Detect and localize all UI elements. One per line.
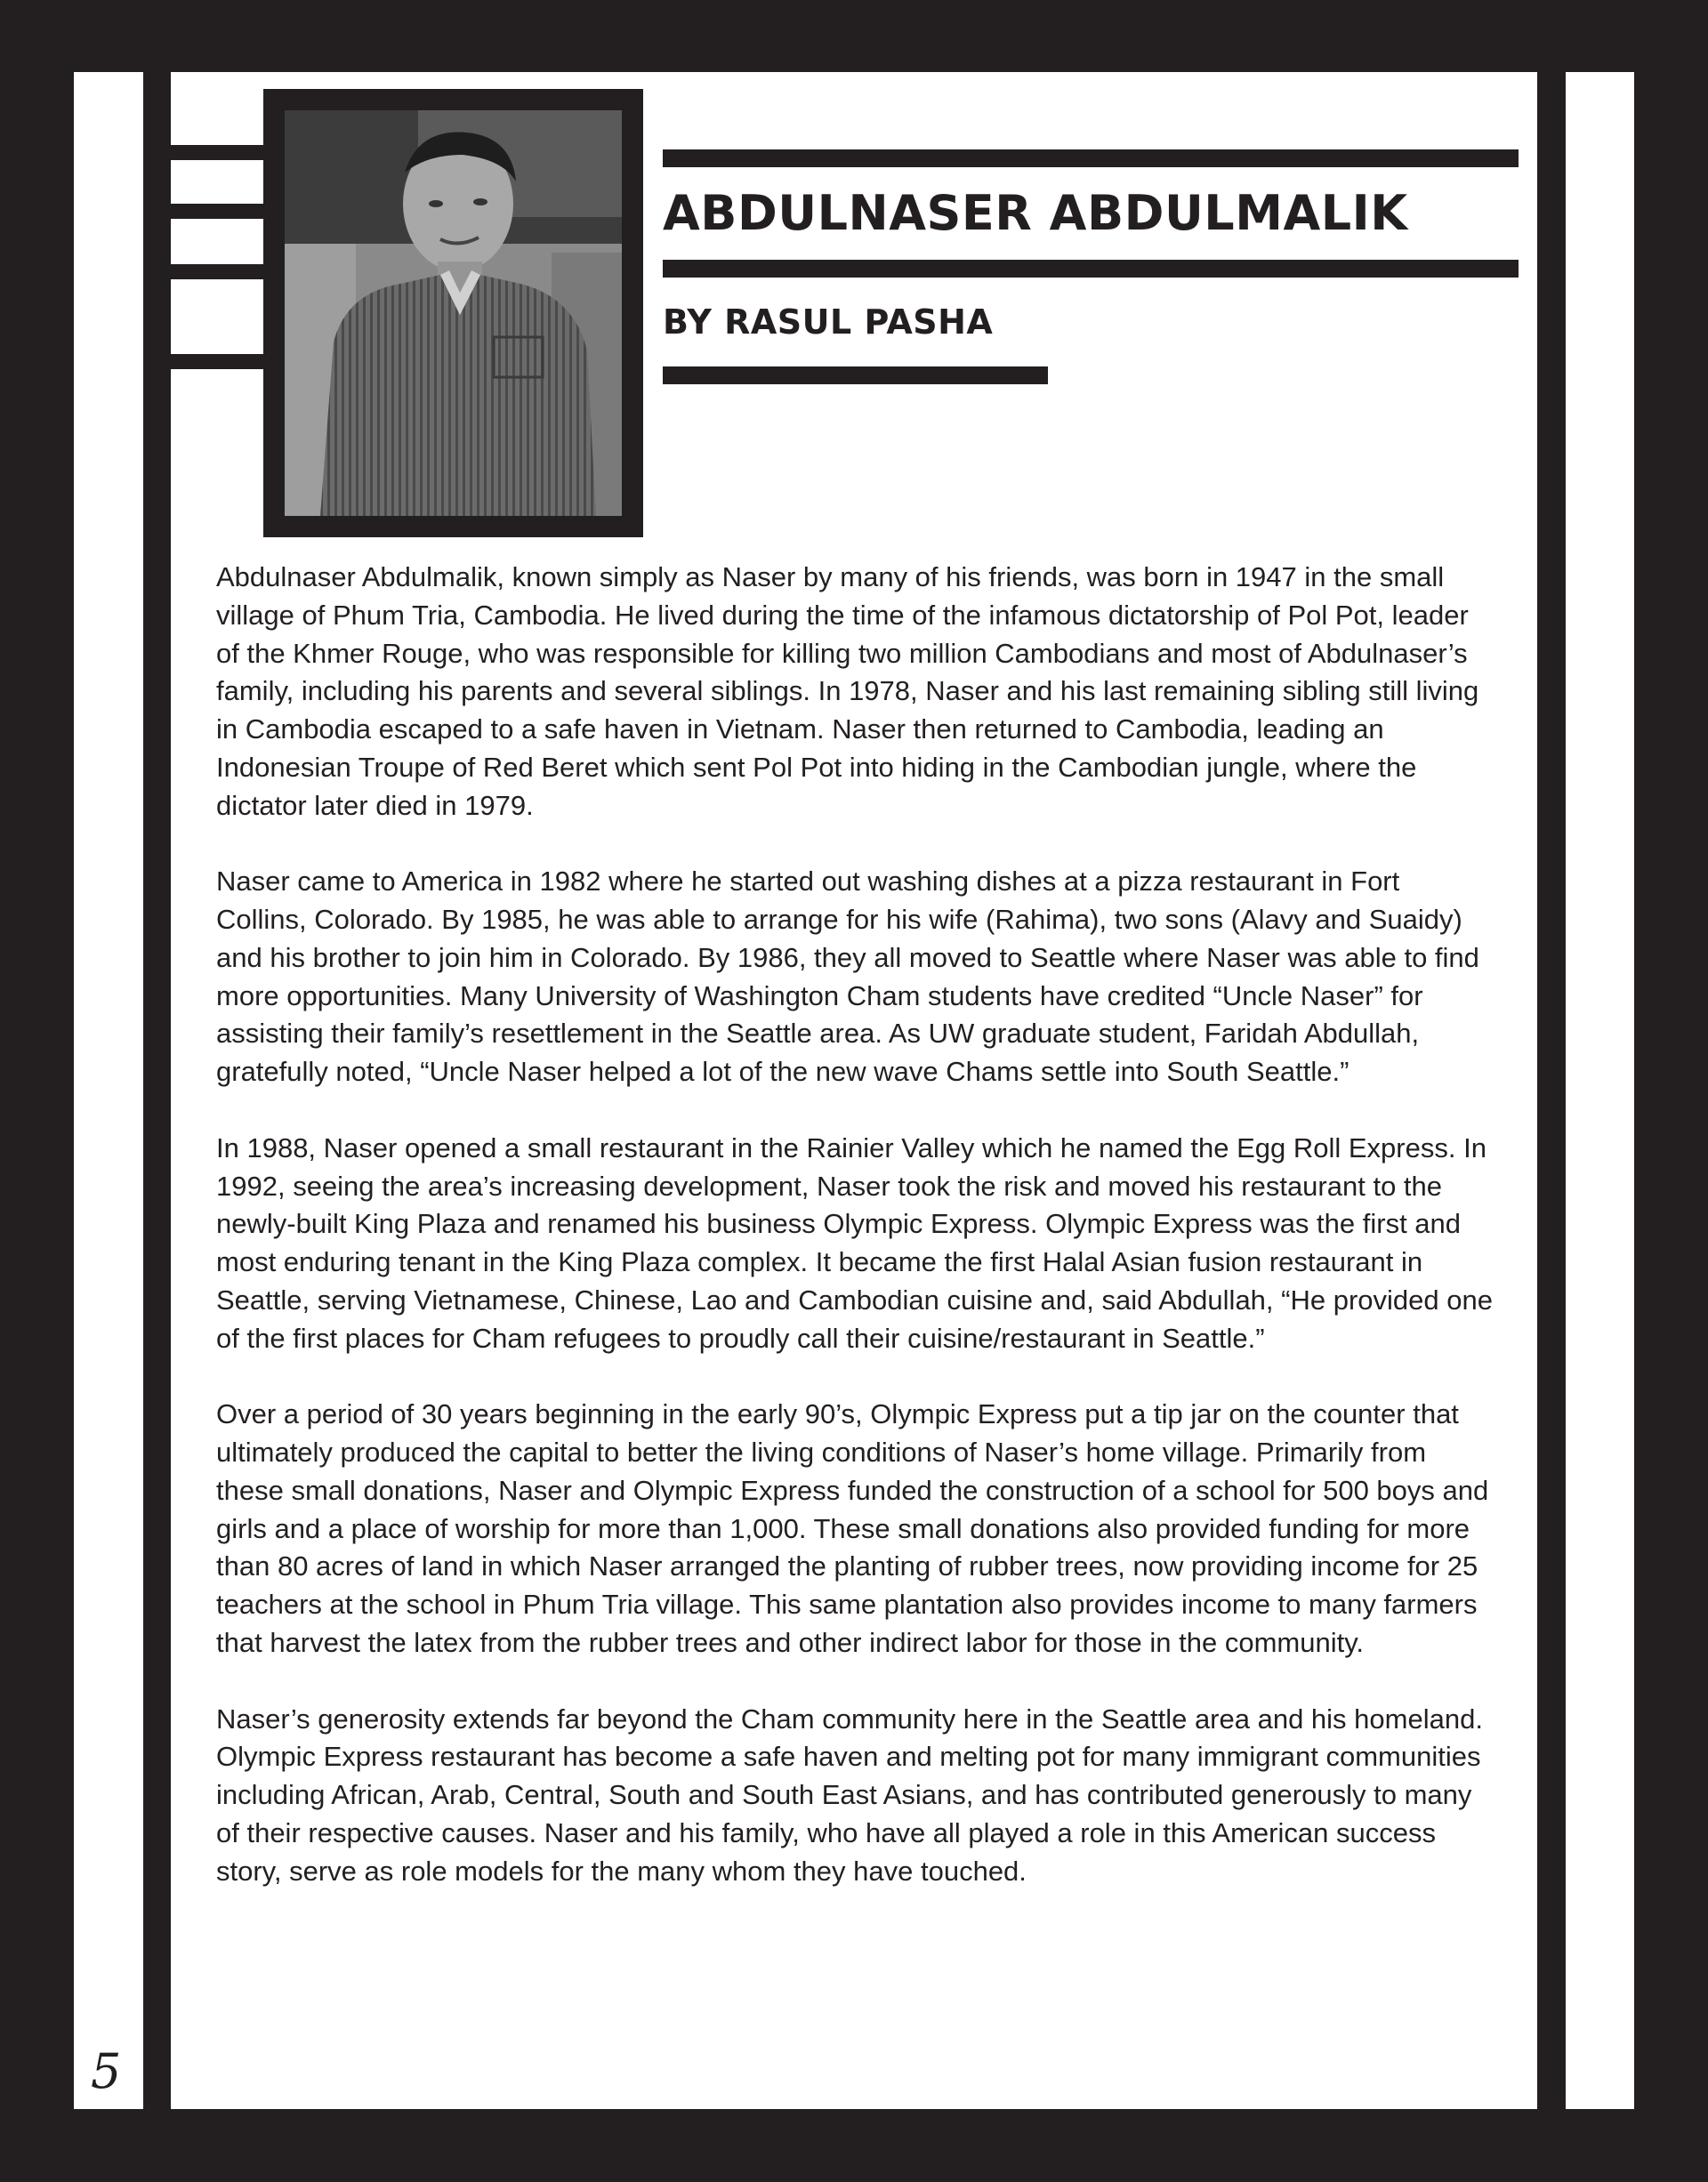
title-rule <box>663 260 1519 278</box>
body-paragraph: Abdulnaser Abdulmalik, known simply as Naser by many of his friends, was born in 1947 in the small village of Phum Tria, Cambodia. He lived during the time of the infamous dictatorship of Pol Pot, leader of the Khmer Rouge, who was responsible for killing two million Cambodians and most of Abdulnaser’s family, including his parents and several siblings. In 1978, Naser and his last remaining sibling still living in Cambodia escaped to a safe haven in Vietnam. Naser then returned to Cambodia, leading an Indonesian Troupe of Red Beret which sent Pol Pot into hiding in the Cambodian jungle, where the dictator later died in 1979. <box>216 561 1479 821</box>
article-byline: BY RASUL PASHA <box>663 302 994 342</box>
body-paragraph: Over a period of 30 years beginning in the early 90’s, Olympic Express put a tip jar on the counter that ultimately produced the capital to better the living conditions of Naser’s home village. Primarily from these small donations, Naser and Olympic Express funded the construction of a school for 500 boys and girls and a place of worship for more than 1,000. These small donations also provided funding for more than 80 acres of land in which Naser arranged the planting of rubber trees, now providing income for 25 teachers at the school in Phum Tria village. This same plantation also provides income to many farmers that harvest the latex from the rubber trees and other indirect labor for those in the community. <box>216 1398 1489 1658</box>
portrait-photo-frame <box>263 89 643 537</box>
page-number: 5 <box>91 2043 122 2099</box>
portrait-photo <box>285 110 622 516</box>
right-margin-strip <box>1566 72 1634 2109</box>
body-paragraph: Naser’s generosity extends far beyond the Cham community here in the Seattle area and his homeland. Olympic Express restaurant has become a safe haven and melting pot for many immigrant communities including African, Arab, Central, South and South East Asians, and has contributed generously to many of their respective causes. Naser and his family, who have all played a role in this American success story, serve as role models for the many whom they have touched. <box>216 1703 1483 1887</box>
body-paragraph: Naser came to America in 1982 where he started out washing dishes at a pizza restaurant in Fort Collins, Colorado. By 1985, he was able to arrange for his wife (Rahima), two sons (Alavy and Suaidy) and his brother to join him in Colorado. By 1986, they all moved to Seattle where Naser was able to find more opportunities. Many University of Washington Cham students have credited “Uncle Naser” for assisting their family’s resettlement in the Seattle area. As UW graduate student, Faridah Abdullah, gratefully noted, “Uncle Naser helped a lot of the new wave Chams settle into South Seattle.” <box>216 866 1479 1087</box>
decorative-bar <box>171 264 270 279</box>
decorative-bar <box>171 145 270 160</box>
title-rule <box>663 149 1519 167</box>
left-margin-strip <box>74 72 143 2109</box>
byline-rule <box>663 366 1048 384</box>
article-title: ABDULNASER ABDULMALIK <box>663 185 1408 241</box>
decorative-bar <box>171 204 270 219</box>
decorative-bar <box>171 354 270 369</box>
body-paragraph: In 1988, Naser opened a small restaurant in the Rainier Valley which he named the Egg Roll Express. In 1992, seeing the area’s increasing development, Naser took the risk and moved his restaurant to the newly-built King Plaza and renamed his business Olympic Express. Olympic Express was the first and most enduring tenant in the King Plaza complex. It became the first Halal Asian fusion restaurant in Seattle, serving Vietnamese, Chinese, Lao and Cambodian cuisine and, said Abdullah, “He provided one of the first places for Cham refugees to proudly call their cuisine/restaurant in Seattle.” <box>216 1131 1493 1354</box>
article-body <box>216 559 1497 1928</box>
